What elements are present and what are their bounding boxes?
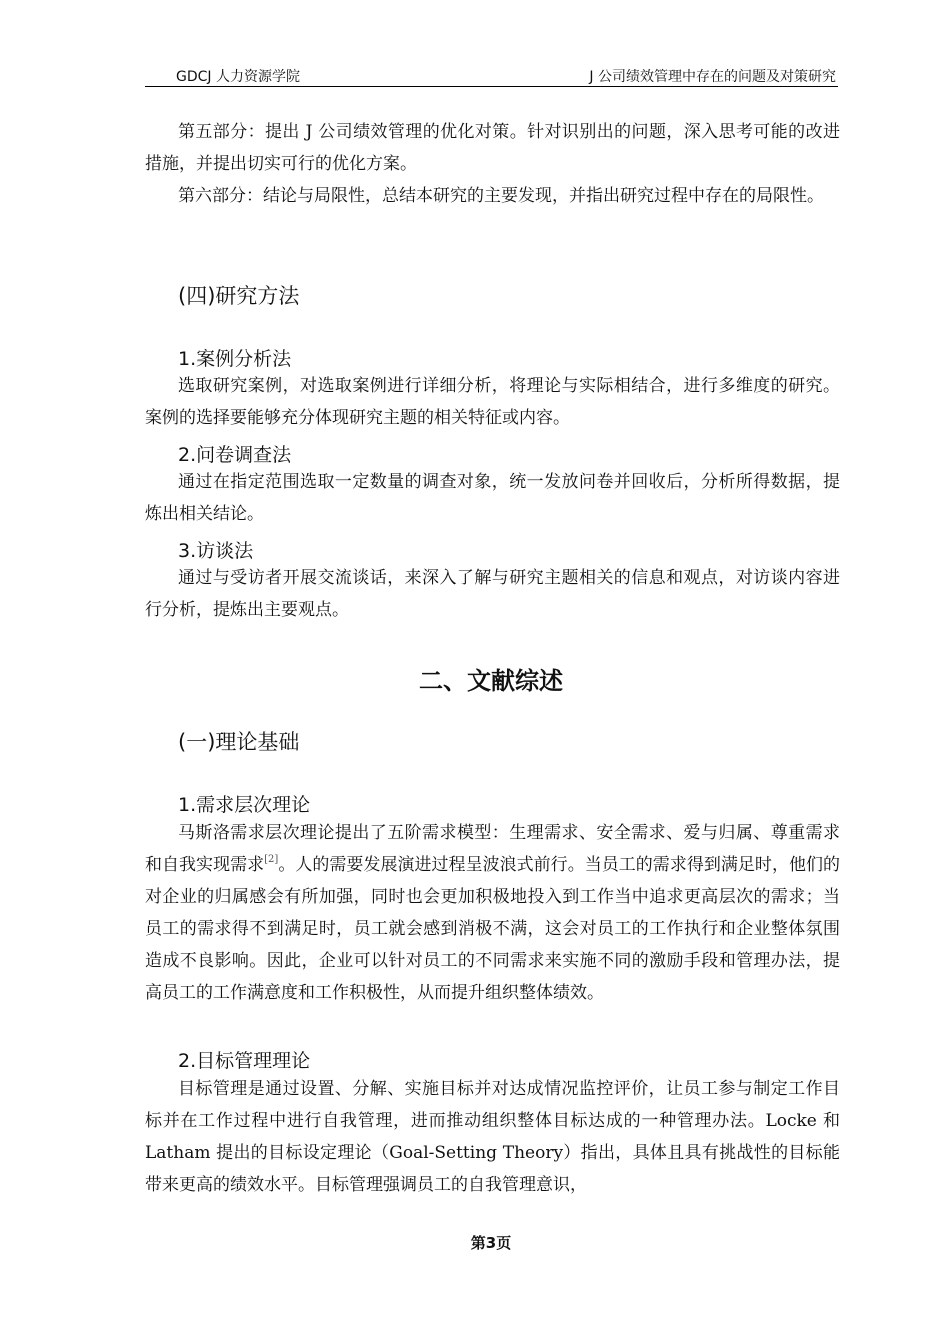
method-case-analysis-text: 选取研究案例，对选取案例进行详细分析，将理论与实际相结合，进行多维度的研究。案例的选择要能够充分体现研究主题的相关特征或内容。 bbox=[145, 376, 840, 428]
chapter-heading: 二、文献综述 bbox=[419, 667, 563, 695]
header-rule bbox=[145, 86, 838, 87]
citation-marker: [2] bbox=[264, 854, 279, 865]
section-heading-theory: (一)理论基础 bbox=[178, 730, 300, 754]
page-number: 第3页 bbox=[470, 1234, 512, 1252]
theory-hierarchy-text bbox=[145, 817, 840, 1009]
paragraph-part-six: 第六部分：结论与局限性，总结本研究的主要发现，并指出研究过程中存在的局限性。 bbox=[178, 186, 824, 206]
theory-hierarchy-text-a: 马斯洛需求层次理论提出了五阶需求模型：生理需求、安全需求、爱与归属、尊重需求和自我实现需求 bbox=[145, 823, 840, 875]
header-left: GDCJ 人力资源学院 bbox=[176, 69, 300, 85]
method-questionnaire-text: 通过在指定范围选取一定数量的调查对象，统一发放问卷并回收后，分析所得数据，提炼出相关结论。 bbox=[145, 472, 840, 524]
method-interview-title: 3.访谈法 bbox=[178, 540, 254, 562]
method-questionnaire-title: 2.问卷调查法 bbox=[178, 444, 292, 466]
theory-objectives-text: 目标管理是通过设置、分解、实施目标并对达成情况监控评价，让员工参与制定工作目标并在工作过程中进行自我管理，进而推动组织整体目标达成的一种管理办法。Locke 和 Latham 提出的目标设定理论（Goal-Setting Theory）指出，具体且具有挑战性的目标能带来更高的绩效水平。目标管理强调员工的自我管理意识， bbox=[145, 1079, 840, 1195]
header-right: J 公司绩效管理中存在的问题及对策研究 bbox=[589, 69, 836, 85]
theory-hierarchy-text-b: 。人的需要发展演进过程呈波浪式前行。当员工的需求得到满足时，他们的对企业的归属感会有所加强，同时也会更加积极地投入到工作当中追求更高层次的需求；当员工的需求得不到满足时，员工就会感到消极不满，这会对员工的工作执行和企业整体氛围造成不良影响。因此，企业可以针对员工的不同需求来实施不同的激励手段和管理办法，提高员工的工作满意度和工作积极性，从而提升组织整体绩效。 bbox=[145, 855, 841, 1003]
paragraph-part-five: 第五部分：提出 J 公司绩效管理的优化对策。针对识别出的问题，深入思考可能的改进措施，并提出切实可行的优化方案。 bbox=[145, 122, 840, 174]
method-case-analysis-title: 1.案例分析法 bbox=[178, 348, 292, 370]
theory-hierarchy-title: 1.需求层次理论 bbox=[178, 794, 311, 816]
section-heading-methods: (四)研究方法 bbox=[178, 284, 300, 308]
theory-objectives-title: 2.目标管理理论 bbox=[178, 1050, 311, 1072]
method-interview-text: 通过与受访者开展交流谈话，来深入了解与研究主题相关的信息和观点，对访谈内容进行分析，提炼出主要观点。 bbox=[145, 568, 840, 620]
